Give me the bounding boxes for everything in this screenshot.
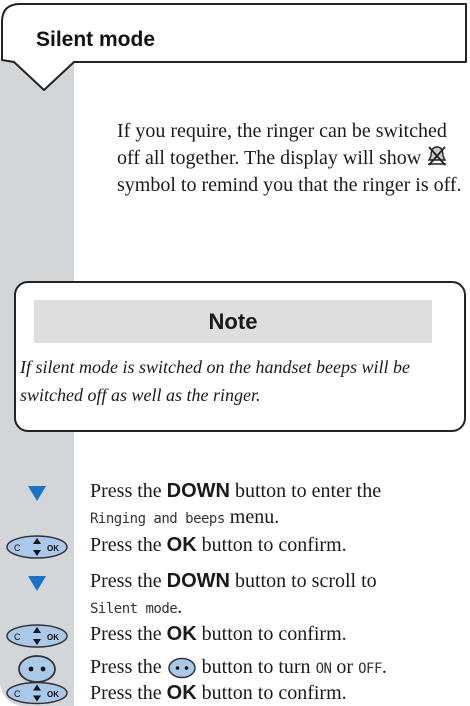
ringer-off-icon bbox=[426, 145, 448, 167]
two-dot-button-icon bbox=[167, 657, 197, 679]
ok-button-label: OK bbox=[166, 623, 197, 645]
svg-text:OK: OK bbox=[47, 690, 59, 699]
note-title: Note bbox=[34, 300, 432, 343]
step-3-text: Press the DOWN button to scroll to Silent mode. bbox=[90, 570, 377, 618]
lcd-on: ON bbox=[315, 661, 332, 677]
ok-button-label: OK bbox=[166, 534, 197, 556]
down-arrow-icon bbox=[0, 478, 74, 508]
step-1 bbox=[0, 478, 470, 528]
step-4-text: Press the OK button to confirm. bbox=[90, 623, 347, 645]
step-5 bbox=[0, 654, 470, 680]
svg-text:OK: OK bbox=[47, 633, 59, 642]
step-6 bbox=[0, 680, 470, 706]
svg-text:C: C bbox=[14, 689, 21, 699]
intro-paragraph bbox=[117, 118, 462, 199]
lcd-off: OFF bbox=[358, 661, 382, 677]
menu-silent-mode: Silent mode bbox=[90, 601, 178, 617]
ok-button-label: OK bbox=[166, 682, 197, 704]
note-text: If silent mode is switched on the handset beeps will be switched off as well as the ringer. bbox=[20, 357, 410, 405]
down-arrow-icon bbox=[0, 568, 74, 598]
section-title: Silent mode bbox=[36, 28, 156, 51]
note-box bbox=[14, 281, 466, 432]
menu-ringing-and-beeps: Ringing and beeps bbox=[90, 511, 225, 527]
step-5-text: Press the button to turn ON or OFF. bbox=[90, 656, 387, 678]
step-2-text: Press the OK button to confirm. bbox=[90, 534, 347, 556]
svg-text:C: C bbox=[14, 543, 21, 553]
step-6-text: Press the OK button to confirm. bbox=[90, 682, 347, 704]
down-button-label: DOWN bbox=[166, 570, 230, 592]
svg-text:OK: OK bbox=[47, 544, 59, 553]
ok-navigation-key-icon bbox=[0, 680, 74, 706]
down-button-label: DOWN bbox=[166, 480, 230, 502]
ok-navigation-key-icon bbox=[0, 532, 74, 562]
svg-text:C: C bbox=[14, 632, 21, 642]
step-1-text: Press the DOWN button to enter the Ringing and beeps menu. bbox=[90, 480, 382, 528]
intro-text-part1: If you require, the ringer can be switched off all together. The display will show bbox=[117, 120, 447, 169]
step-3 bbox=[0, 568, 470, 618]
intro-text-part2: symbol to remind you that the ringer is off. bbox=[117, 174, 462, 196]
ok-navigation-key-icon bbox=[0, 621, 74, 651]
